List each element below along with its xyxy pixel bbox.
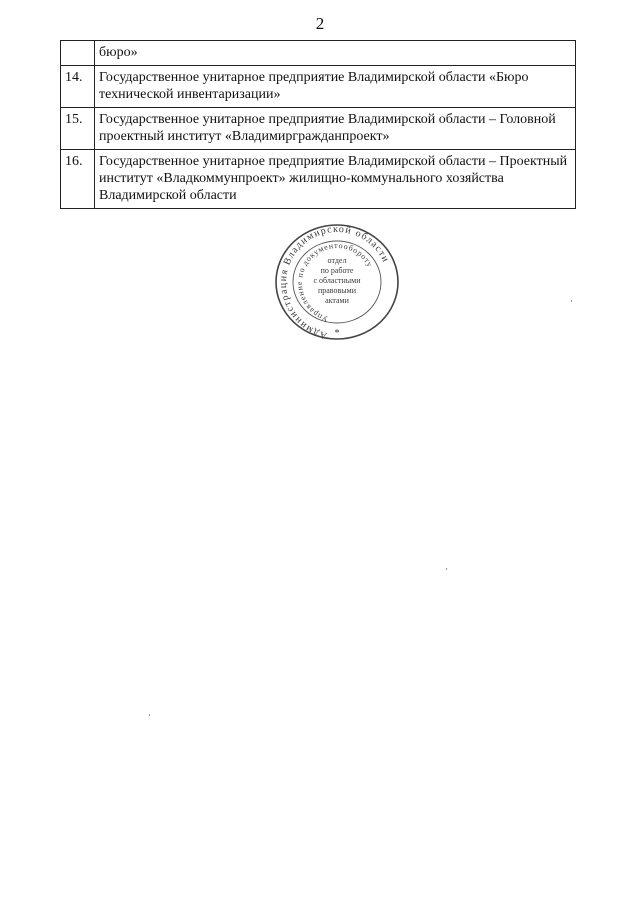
row-number: 15. <box>61 108 95 150</box>
scan-speck <box>446 568 447 570</box>
row-number: 16. <box>61 150 95 209</box>
table-row <box>61 41 576 66</box>
organizations-table <box>60 40 576 209</box>
seal-center-line: отдел <box>327 256 347 265</box>
table-row <box>61 66 576 108</box>
seal-inner-text: Управление по документообороту <box>295 240 375 324</box>
seal-center-line: правовыми <box>317 286 357 295</box>
seal-outer-text: Администрация Владимирской области <box>277 223 392 341</box>
table-row <box>61 150 576 209</box>
row-number: 14. <box>61 66 95 108</box>
row-text: бюро» <box>95 41 576 66</box>
row-text: Государственное унитарное предприятие Владимирской области «Бюро технической инвентаризации» <box>95 66 576 108</box>
table-row <box>61 108 576 150</box>
seal-center-line: по работе <box>320 266 354 275</box>
seal-star: * <box>334 328 340 339</box>
page-number: 2 <box>315 14 325 33</box>
seal-center-line: актами <box>325 296 349 305</box>
seal-graphic <box>273 222 401 342</box>
row-text: Государственное унитарное предприятие Владимирской области – Проектный институт «Владкоммунпроект» жилищно-коммунального хозяйства Владимирской области <box>95 150 576 209</box>
official-seal <box>273 222 401 342</box>
scan-speck <box>149 714 150 716</box>
seal-center-line: с областными <box>313 276 361 285</box>
row-text: Государственное унитарное предприятие Владимирской области – Головной проектный институт «Владимиргражданпроект» <box>95 108 576 150</box>
row-number <box>61 41 95 66</box>
scan-speck <box>571 300 572 302</box>
